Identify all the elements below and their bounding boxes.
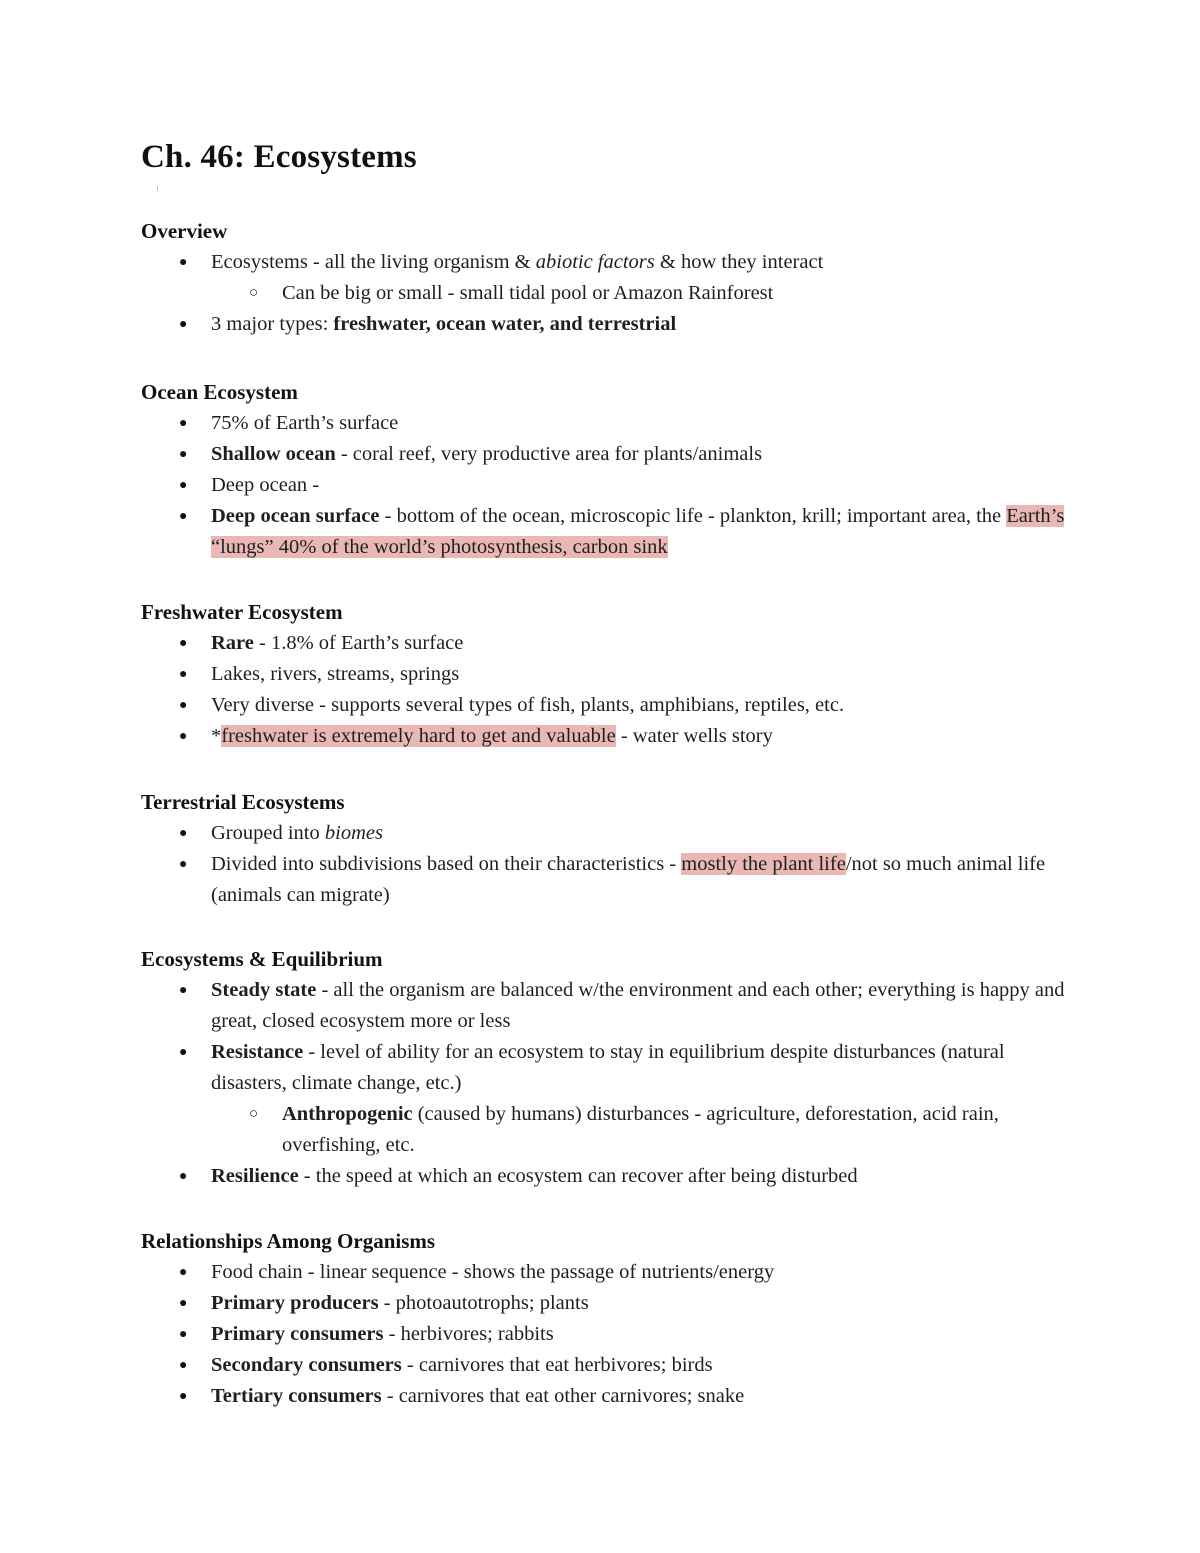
bullet-list <box>141 408 1081 563</box>
bullet-icon: ● <box>179 1327 188 1342</box>
bullet-icon: ● <box>179 636 188 651</box>
bullet-icon: ● <box>179 698 188 713</box>
list-item: ● Divided into subdivisions based on their characteristics - mostly the plant life/not so much animal life (animals can migrate) <box>141 849 1081 911</box>
bullet-icon: ● <box>179 1389 188 1404</box>
list-item: ● Rare - 1.8% of Earth’s surface <box>141 628 1081 659</box>
list-item: ● *freshwater is extremely hard to get and valuable - water wells story <box>141 721 1081 752</box>
section-ocean-ecosystem <box>141 377 1081 563</box>
section-terrestrial-ecosystems <box>141 787 1081 911</box>
section-relationships <box>141 1226 1081 1412</box>
section-overview <box>141 216 1081 340</box>
bullet-icon: ● <box>179 729 188 744</box>
section-heading: Ecosystems & Equilibrium <box>141 947 383 971</box>
bullet-list <box>141 818 1081 911</box>
section-heading: Terrestrial Ecosystems <box>141 790 345 814</box>
list-item: ● Deep ocean surface - bottom of the ocean, microscopic life - plankton, krill; important area, the Earth’s “lungs” 40% of the world’s photosynthesis, carbon sink <box>141 501 1081 563</box>
bullet-list <box>141 247 1081 340</box>
bullet-icon: ● <box>179 509 188 524</box>
bullet-list <box>141 975 1081 1192</box>
bullet-list <box>141 1257 1081 1412</box>
highlighted-text: mostly the plant life <box>681 853 846 875</box>
bullet-icon: ● <box>179 1169 188 1184</box>
list-item: ● Secondary consumers - carnivores that eat herbivores; birds <box>141 1350 1081 1381</box>
highlighted-text: Earth’s “lungs” 40% of the world’s photosynthesis, carbon sink <box>211 505 1065 558</box>
bullet-icon: ● <box>179 1358 188 1373</box>
list-item: ● 75% of Earth’s surface <box>141 408 1081 439</box>
bullet-icon: ● <box>179 857 188 872</box>
bullet-icon: ● <box>179 447 188 462</box>
bullet-icon: ● <box>179 317 188 332</box>
section-heading: Freshwater Ecosystem <box>141 600 343 624</box>
list-item: ● Shallow ocean - coral reef, very productive area for plants/animals <box>141 439 1081 470</box>
page-title: Ch. 46: Ecosystems <box>141 139 417 175</box>
list-item: ● 3 major types: freshwater, ocean water, and terrestrial <box>141 309 1081 340</box>
list-item: ● Grouped into biomes <box>141 818 1081 849</box>
list-item: ● Resilience - the speed at which an ecosystem can recover after being disturbed <box>141 1161 1081 1192</box>
bullet-icon: ● <box>179 1296 188 1311</box>
highlighted-text: freshwater is extremely hard to get and valuable <box>221 725 616 747</box>
list-item: ● Primary producers - photoautotrophs; plants <box>141 1288 1081 1319</box>
hollow-bullet-icon: ○ <box>249 1106 259 1122</box>
list-item: ○ Can be big or small - small tidal pool or Amazon Rainforest <box>141 278 1081 309</box>
bullet-icon: ● <box>179 826 188 841</box>
bullet-icon: ● <box>179 416 188 431</box>
section-heading: Overview <box>141 219 228 243</box>
list-item: ● Ecosystems - all the living organism & abiotic factors & how they interact <box>141 247 1081 278</box>
bullet-icon: ● <box>179 255 188 270</box>
list-item: ● Lakes, rivers, streams, springs <box>141 659 1081 690</box>
hollow-bullet-icon: ○ <box>249 285 259 301</box>
list-item: ● Food chain - linear sequence - shows the passage of nutrients/energy <box>141 1257 1081 1288</box>
list-item: ○ Anthropogenic (caused by humans) disturbances - agriculture, deforestation, acid rain, overfishing, etc. <box>141 1099 1081 1161</box>
bullet-icon: ● <box>179 1265 188 1280</box>
bullet-icon: ● <box>179 667 188 682</box>
list-item: ● Resistance - level of ability for an ecosystem to stay in equilibrium despite disturbances (natural disasters, climate change, etc.) <box>141 1037 1081 1099</box>
section-freshwater-ecosystem <box>141 597 1081 752</box>
bullet-icon: ● <box>179 478 188 493</box>
list-item: ● Steady state - all the organism are balanced w/the environment and each other; everything is happy and great, closed ecosystem more or less <box>141 975 1081 1037</box>
list-item: ● Deep ocean - <box>141 470 1081 501</box>
bullet-list <box>141 628 1081 752</box>
section-heading: Ocean Ecosystem <box>141 380 298 404</box>
bullet-icon: ● <box>179 1045 188 1060</box>
list-item: ● Very diverse - supports several types of fish, plants, amphibians, reptiles, etc. <box>141 690 1081 721</box>
list-item: ● Tertiary consumers - carnivores that eat other carnivores; snake <box>141 1381 1081 1412</box>
list-item: ● Primary consumers - herbivores; rabbits <box>141 1319 1081 1350</box>
section-ecosystems-equilibrium <box>141 944 1081 1192</box>
cursor-mark <box>157 186 158 191</box>
bullet-icon: ● <box>179 983 188 998</box>
section-heading: Relationships Among Organisms <box>141 1229 436 1253</box>
